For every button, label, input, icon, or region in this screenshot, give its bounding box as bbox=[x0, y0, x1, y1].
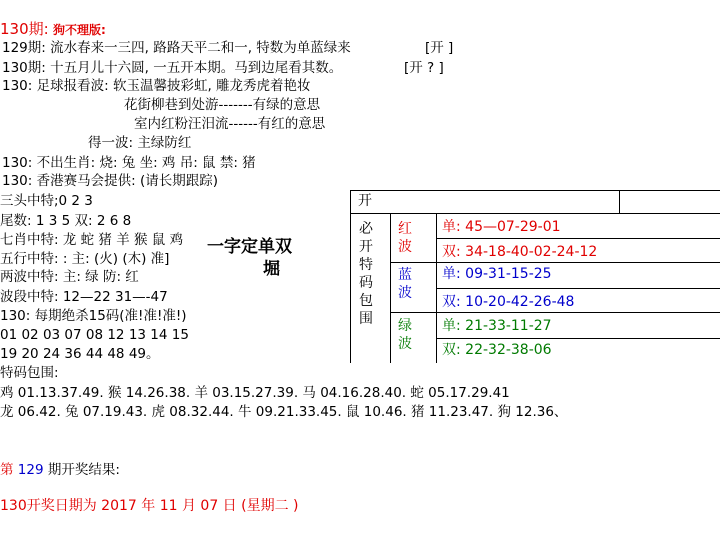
special-surround-label: 特码包围: bbox=[0, 365, 59, 381]
result-period: 129 bbox=[17, 462, 44, 478]
overlay-line-2: 堀 bbox=[263, 259, 280, 279]
draw-date: 130开奖日期为 2017 年 11 月 07 日 (星期二 ) bbox=[0, 498, 299, 514]
red-double: 双: 34-18-40-02-24-12 bbox=[442, 244, 598, 260]
line-129: 129期: 流水春来一三四, 路路天平二和一, 特数为单蓝绿来 bbox=[2, 40, 351, 56]
overlay-line-1: 一字定单双 bbox=[207, 237, 292, 257]
odd-even-overlay bbox=[207, 236, 317, 280]
green-wave-label: 绿波 bbox=[398, 318, 412, 352]
result-prefix: 第 bbox=[0, 462, 18, 478]
wave-table bbox=[350, 190, 720, 363]
poem-line-1: 130: 足球报看波: 软玉温馨披彩虹, 雕龙秀虎着艳妆 bbox=[2, 78, 311, 94]
five-elements: 五行中特: : 主: (火) (木) 准] bbox=[0, 251, 170, 267]
poem-line-4: 得一波: 主绿防红 bbox=[88, 135, 192, 151]
wave-band: 波段中特: 12—22 31—-47 bbox=[0, 289, 168, 305]
no-out-zodiac: 130: 不出生肖: 烧: 兔 坐: 鸡 吊: 鼠 禁: 猪 bbox=[2, 155, 256, 171]
red-wave-label: 红波 bbox=[398, 221, 412, 255]
head-three: 三头中特;0 2 3 bbox=[0, 193, 93, 209]
header-line bbox=[0, 20, 106, 39]
poem-line-2: 花街柳巷到处游-------有绿的意思 bbox=[124, 97, 321, 113]
kill-line: 130: 每期绝杀15码(准!准!准!) bbox=[0, 308, 187, 324]
header-title: 狗不理版: bbox=[53, 23, 106, 37]
blue-double: 双: 10-20-42-26-48 bbox=[442, 294, 575, 310]
table-top-label: 开 bbox=[358, 193, 372, 209]
line-129-bracket: [开 ] bbox=[425, 40, 454, 56]
seven-zodiac: 七肖中特: 龙 蛇 猪 羊 猴 鼠 鸡 bbox=[0, 232, 184, 248]
header-period: 130 bbox=[0, 20, 29, 38]
poem-line-3: 室内红粉汪汨流------有红的意思 bbox=[134, 116, 326, 132]
tail-numbers: 尾数: 1 3 5 双: 2 6 8 bbox=[0, 213, 132, 229]
zodiac-row-2: 龙 06.42. 兔 07.19.43. 虎 08.32.44. 牛 09.21.33.45. 鼠 10.46. 猪 11.23.47. 狗 12.36、 bbox=[0, 404, 568, 420]
line-130-bracket: [开 ? ] bbox=[404, 60, 444, 76]
result-suffix: 期开奖结果: bbox=[43, 462, 120, 478]
kill-numbers-2: 19 20 24 36 44 48 49。 bbox=[0, 346, 160, 362]
green-single: 单: 21-33-11-27 bbox=[442, 318, 552, 334]
green-double: 双: 22-32-38-06 bbox=[442, 342, 552, 358]
line-130-verse: 130期: 十五月儿十六圆, 一五开本期。马到边尾看其数。 bbox=[2, 60, 343, 76]
header-period-suffix: 期: bbox=[28, 20, 49, 38]
blue-wave-label: 蓝波 bbox=[398, 267, 412, 301]
red-single: 单: 45—07-29-01 bbox=[442, 219, 561, 235]
kill-numbers-1: 01 02 03 07 08 12 13 14 15 bbox=[0, 327, 189, 343]
blue-single: 单: 09-31-15-25 bbox=[442, 266, 552, 282]
zodiac-row-1: 鸡 01.13.37.49. 猴 14.26.38. 羊 03.15.27.39. 马 04.16.28.40. 蛇 05.17.29.41 bbox=[0, 385, 510, 401]
table-side-label: 必开特码包围 bbox=[359, 221, 373, 327]
result-line bbox=[0, 461, 120, 479]
two-waves: 两波中特: 主: 绿 防: 红 bbox=[0, 269, 139, 285]
hk-jockey-line: 130: 香港赛马会提供: (请长期跟踪) bbox=[2, 173, 218, 189]
